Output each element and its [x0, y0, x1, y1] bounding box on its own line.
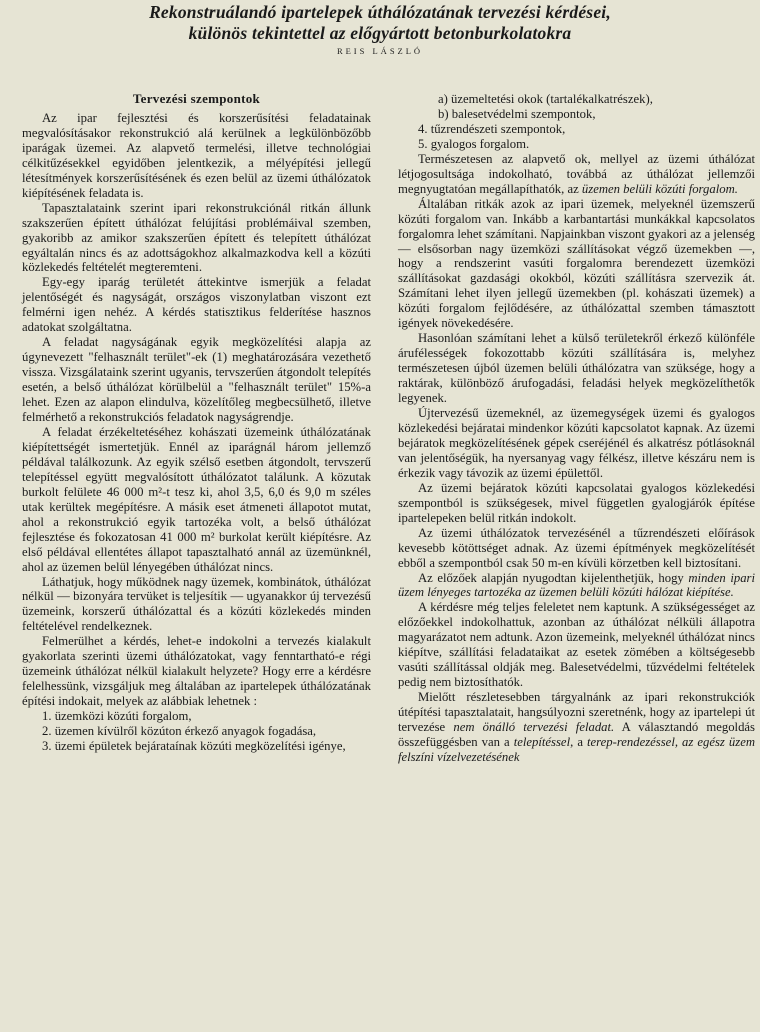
- paragraph: Újtervezésű üzemeknél, az üzemegységek üzemi és gyalogos közlekedési bejáratai mindenkor közúti kapcsolatot kapnak. Az üzemi bejáratok megközelítésének gépek cseréjénél és alkatrész pótlásoknál van jelentőségük, ha nyersanyag vagy félkész, illetve készáru nem is érkezik vagy távozik az üzemi épülettől.: [398, 406, 755, 480]
- list-item: 2. üzemen kívülről közúton érkező anyagok fogadása,: [42, 724, 317, 739]
- list-subitem: b) balesetvédelmi szempontok,: [438, 106, 596, 121]
- list-item: 1. üzemközi közúti forgalom,: [42, 709, 192, 724]
- paragraph: Felmerülhet a kérdés, lehet-e indokolni a tervezés kialakult gyakorlata szerinti üzemi úthálózatokat, vagy fenntartható-e régi üzemeink úthálózat nélkül kialakult helyzete? Hogy erre a kérdésre felelhessünk, vizsgáljuk meg általában az ipartelepek úthálózatának építési indokait, melyek az alábbiak lehetnek :: [22, 634, 371, 709]
- paragraph: [398, 690, 755, 765]
- emphasis: telepítéssel: [513, 734, 571, 749]
- author-name: REIS LÁSZLÓ: [336, 46, 424, 56]
- list-item: 4. tűzrendészeti szempontok,: [418, 121, 566, 136]
- paragraph: Általában ritkák azok az ipari üzemek, melyeknél üzemszerű közúti forgalom van. Inkább a karbantartási munkákkal kapcsolatos forgalomra lehet számítani. Napjainkban viszont gyakori az a jelenség — elsősorban nagy üzemközi szállításokat végző üzemekben —, hogy a rendszerint vasúti forgalomra berendezett üzemközi szállításokat gazdasági okokból, közúti szállításra szervezik át. Számítani lehet ilyen jellegű üzemekben (pl. kohászati üzemek) a közúti forgalom fejlődésére, az úthálózattal szemben támasztott igények növekedésére.: [398, 196, 755, 331]
- right-column: [398, 92, 755, 765]
- paragraph: A feladat érzékeltetéséhez kohászati üzemeink úthálózatának kiépítettségét ismertetjük. Ennél az iparágnál három jellemző példával találkozunk. Az egyik szélső esetben átgondolt, tervszerű telepítéssel együtt megvalósított úthálózatot találunk. A közutak burkolt felülete 46 000 m²-t tesz ki, ahol 3,5, 6,0 és 9,0 m széles utak kerültek megépítésre. A másik eset átmeneti állapotot mutat, ahol a rekonstrukció egyik tartozéka volt, a belső úthálózat fejlesztése és fokozatosan 41 000 m² burkolat került kiépítésre. Az első példával ellentétes állapot tapasztalható annál az üzemünknél, ahol az üzemen belül lényegében úthálózat nincs.: [22, 424, 371, 574]
- text-run: Természetesen az alapvető ok, mellyel az üzemi úthálózat létjogosultsága indokolható, továbbá az úthálózat jellemzői megnyugtatóan megállapíthatók, az: [398, 151, 755, 196]
- paragraph: [398, 571, 755, 601]
- paragraph: A feladat nagyságának egyik megközelítési alapja az úgynevezett "felhasznált terület"-ek (1) meghatározására vezethető vissza. Vizsgálataink szerint ugyanis, tervszerűen átgondolt telepítés esetén, a belső úthálózat körülbelül a "felhasznált terület" 15%-a lehet. Ezen az alapon elindulva, közelítőleg megbecsülhető, illetve felmérhető a rekonstrukciós feladatok nagyságrendje.: [22, 335, 371, 425]
- text-run: , a: [570, 734, 587, 749]
- emphasis: terep-rendezéssel, az egész üzem felszíni vízelvezetésének: [398, 734, 755, 764]
- text-run: Mielőtt részletesebben tárgyalnánk az ipari rekonstrukciók útépítési tapasztalatait, hangsúlyozni szeretnénk, hogy az ipartelepi út tervezése: [398, 690, 755, 735]
- list-subitem: a) üzemeltetési okok (tartalékalkatrészek),: [438, 92, 653, 106]
- paragraph: Egy-egy iparág területét áttekintve ismerjük a feladat jelentőségét és nagyságát, országos viszonylatban viszont ezt felmérni igen nehéz. A kérdés statisztikus felderítése hasznos adatokat szolgáltatna.: [22, 275, 371, 335]
- emphasis: nem önálló tervezési feladat.: [453, 720, 615, 735]
- left-column: [22, 92, 371, 754]
- paragraph: Az ipar fejlesztési és korszerűsítési feladatainak megvalósításakor rekonstrukció alá kerülnek a legkülönbözőbb iparágak üzemei. Az alapvető termelési, illetve technológiai célkitűzésekkel egyidőben jelentkezik, a mélyépítési jellegű létesítmények korszerűsítésének és ezen belül az üzemi úthálózatok kiépítésének feladata is.: [22, 110, 371, 200]
- paragraph: Az üzemi úthálózatok tervezésénél a tűzrendészeti előírások kevesebb kötöttséget adnak. Az üzemi építmények megközelítését ebből a szempontból csak 50 m-en kívüli körzetben kell biztosítani.: [398, 525, 755, 570]
- list-item: 3. üzemi épületek bejárataínak közúti megközelítési igénye,: [42, 738, 346, 753]
- article-title: [0, 2, 760, 44]
- paragraph: Hasonlóan számítani lehet a külső területekről érkező különféle árufélességek fokozottabb közúti szállítására is, melyhez természetesen újból üzemen belüli úthálózatra van szüksége, hogy a raktárak, különböző árufogadási, feladási helyek megközelíthetők legyenek.: [398, 331, 755, 406]
- text-run: A választandó megoldás összefüggésben van a: [398, 720, 755, 749]
- paragraph: Az üzemi bejáratok közúti kapcsolatai gyalogos közlekedési szempontból is szükségesek, mivel független gyalogjárók építése ipartelepeken belül ritkán indokolt.: [398, 480, 755, 525]
- paragraph: Láthatjuk, hogy működnek nagy üzemek, kombinátok, úthálózat nélkül — bizonyára tervüket is teljesítik — ugyanakkor új tervezésű üzemeink, korszerű úthálózattal és a közúti közlekedés minden feltételével rendelkeznek.: [22, 574, 371, 634]
- emphasis: üzemen belüli közúti forgalom.: [581, 181, 738, 196]
- list-item: 5. gyalogos forgalom.: [418, 136, 530, 151]
- title-line-2: különös tekintettel az előgyártott betonburkolatokra: [188, 23, 572, 43]
- title-line-1: Rekonstruálandó ipartelepek úthálózatának tervezési kérdései,: [149, 2, 611, 22]
- paragraph: [398, 152, 755, 197]
- paragraph: A kérdésre még teljes feleletet nem kaptunk. A szükségességet az előzőekkel indokolhattuk, azonban az úthálózat nélküli állapotra magyarázatot nem adtunk. Azon üzemeink, melyeknél úthálózat nincs kiépítve, szállítási feladataikat az esetek zömében a költségesebb vasúti szállítással oldják meg. Balesetvédelmi, tűzvédelmi feltételek pedig nem biztosíthatók.: [398, 600, 755, 690]
- paragraph: Tapasztalataink szerint ipari rekonstrukciónál ritkán állunk szakszerűen épített úthálózat felújítási problémáival szemben, gyakoribb az amikor szakszerűen épített és telepített úthálózat egyáltalán nincs és az adottságokhoz alkalmazkodva kell a közúti közlekedés feltételét megteremteni.: [22, 200, 371, 275]
- section-heading: Tervezési szempontok: [132, 91, 261, 106]
- text-run: Az előzőek alapján nyugodtan kijelenthetjük, hogy: [418, 570, 689, 585]
- emphasis: minden ipari üzem lényeges tartozéka az üzemen belüli közúti hálózat kiépítése.: [398, 570, 756, 600]
